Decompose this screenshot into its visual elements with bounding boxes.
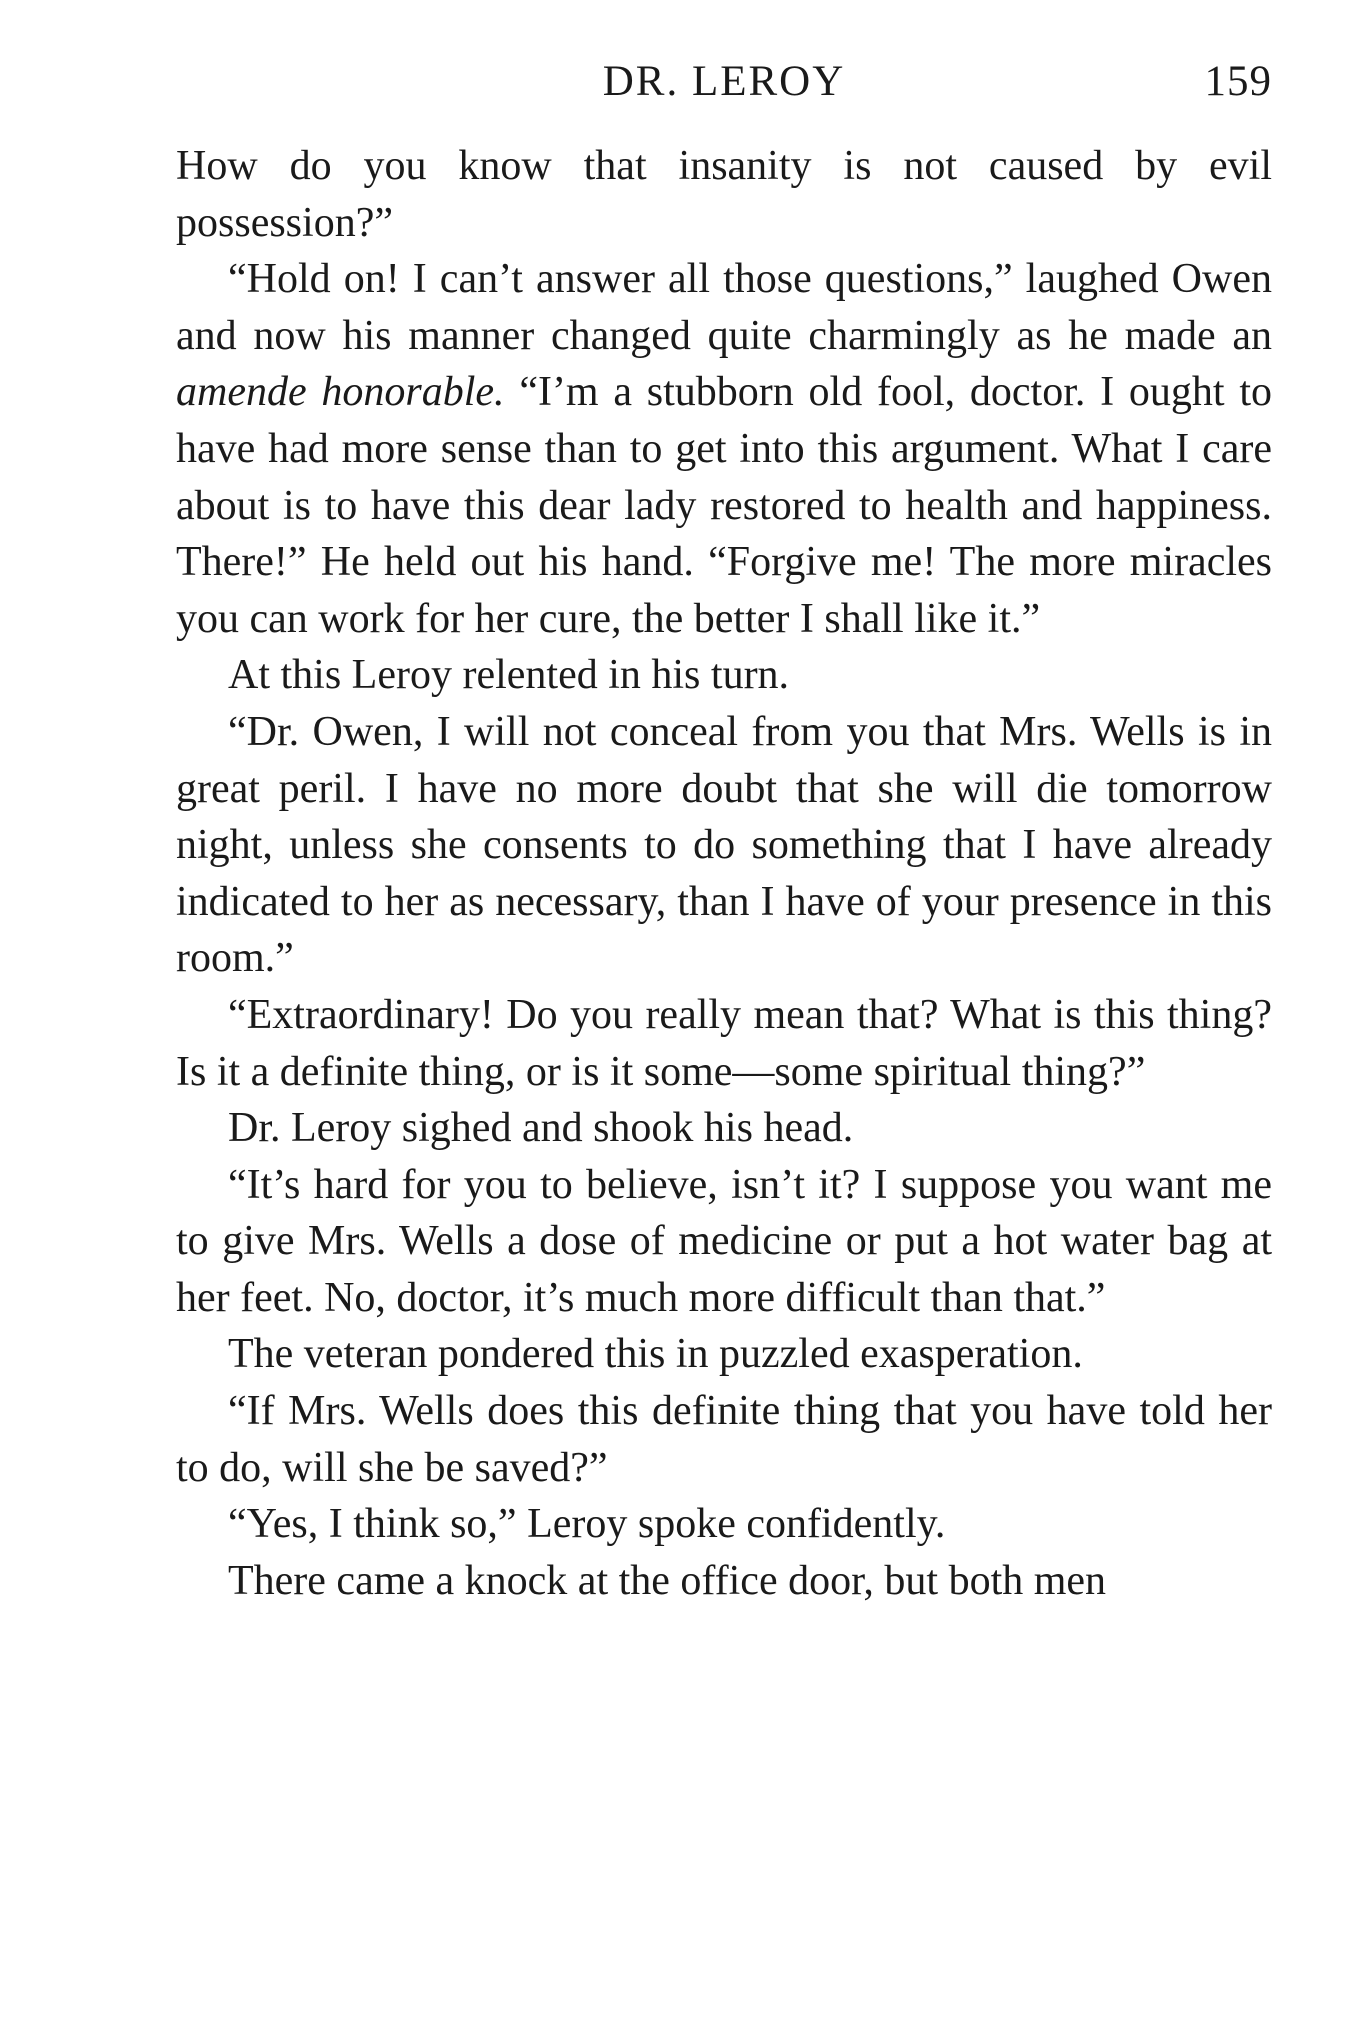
italic-phrase: amende honorable. [176,369,505,416]
page-number: 159 [1204,58,1272,105]
paragraph: There came a knock at the office door, but both men [228,1557,1107,1604]
paragraph: “Extraordinary! Do you really mean that? What is this thing? Is it a definite thing, or is it some—some spiritual thing?” [176,991,1272,1095]
paragraph-continued: How do you know that insanity is not caused by evil possession?” [176,143,1272,246]
paragraph: “Yes, I think so,” Leroy spoke confidently. [228,1501,946,1548]
paragraph: The veteran pondered this in puzzled exasperation. [228,1331,1083,1378]
running-head-title: DR. LEROY [602,58,846,105]
paragraph: At this Leroy relented in his turn. [228,652,790,699]
paragraph: “If Mrs. Wells does this definite thing that you have told her to do, will she be saved?” [176,1388,1272,1491]
running-head [176,52,1272,112]
paragraph [176,251,1272,647]
paragraph: Dr. Leroy sighed and shook his head. [228,1105,854,1152]
body-text [176,138,1272,1609]
paragraph: “Dr. Owen, I will not conceal from you that Mrs. Wells is in great peril. I have no more doubt that she will die tomorrow night, unless she consents to do something that I have already indicated to her as necessary, than I have of your presence in this room.” [176,708,1272,982]
paragraph: “It’s hard for you to believe, isn’t it? I suppose you want me to give Mrs. Wells a dose of medicine or put a hot water bag at her feet. No, doctor, it’s much more difficult than that.” [176,1161,1272,1321]
paragraph-text: “I’m a stubborn old fool, doctor. I ought to have had more sense than to get into this argument. What I care about is to have this dear lady restored to health and happiness. There!” He held out his hand. “Forgive me! The more miracles you can work for her cure, the better I shall like it.” [176,369,1272,642]
paragraph-text: “Hold on! I can’t answer all those questions,” laughed Owen and now his manner changed quite charmingly as he made an [176,256,1272,359]
